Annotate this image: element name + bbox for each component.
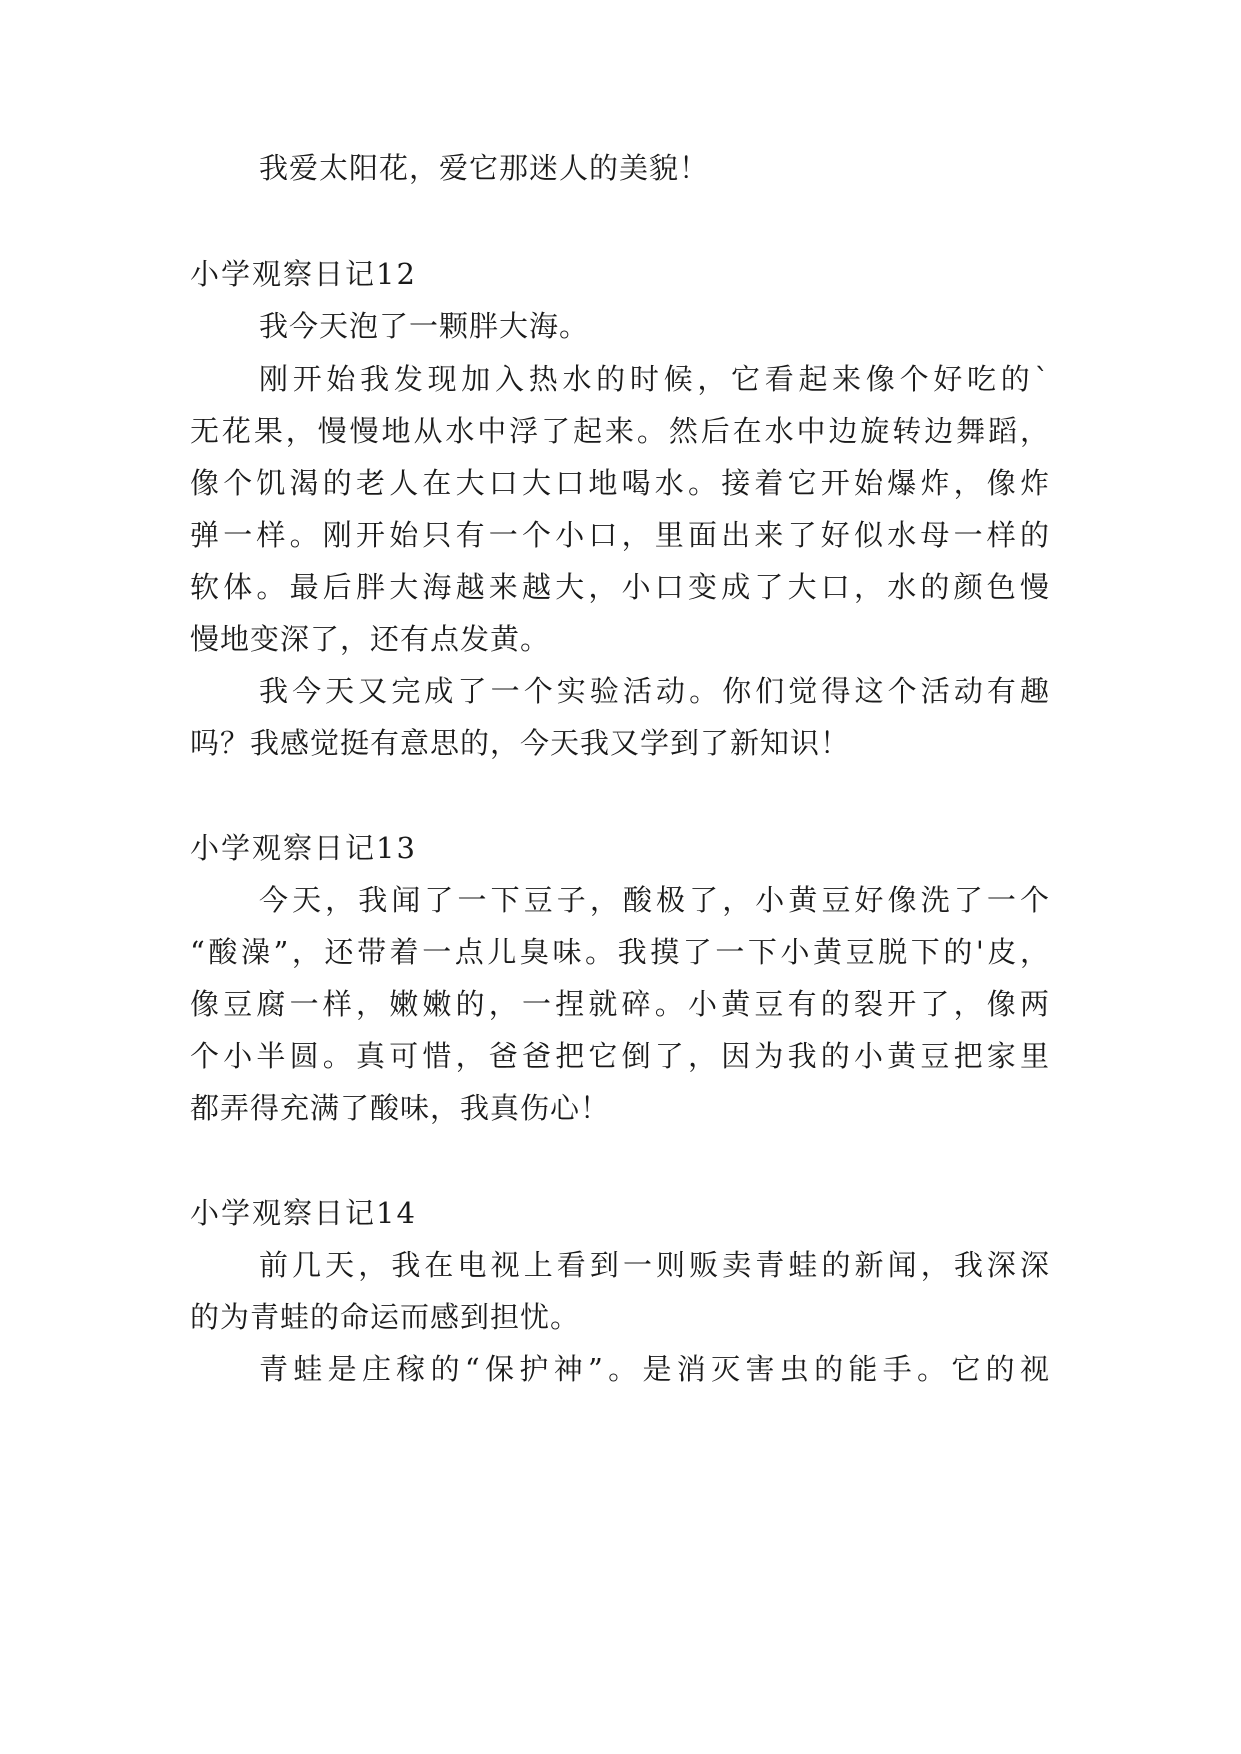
- paragraph-line: 慢地变深了，还有点发黄。: [190, 622, 551, 656]
- section-heading: 小学观察日记14: [190, 1196, 417, 1230]
- paragraph-line: 刚开始我发现加入热水的时候，它看起来像个好吃的`: [259, 362, 1050, 396]
- paragraph-line: 前几天，我在电视上看到一则贩卖青蛙的新闻，我深深: [259, 1248, 1050, 1282]
- paragraph-line: 软体。最后胖大海越来越大，小口变成了大口，水的颜色慢: [190, 570, 1050, 604]
- paragraph-line: 无花果，慢慢地从水中浮了起来。然后在水中边旋转边舞蹈，: [190, 414, 1050, 448]
- paragraph-line: 我今天又完成了一个实验活动。你们觉得这个活动有趣: [259, 674, 1050, 708]
- paragraph-line: 我今天泡了一颗胖大海。: [259, 309, 590, 343]
- paragraph-line: 的为青蛙的命运而感到担忧。: [190, 1300, 581, 1334]
- paragraph-line: 都弄得充满了酸味，我真伤心！: [190, 1091, 611, 1125]
- paragraph-line: 弹一样。刚开始只有一个小口，里面出来了好似水母一样的: [190, 518, 1050, 552]
- paragraph-line: 吗？我感觉挺有意思的，今天我又学到了新知识！: [190, 726, 851, 760]
- paragraph-line: 像个饥渴的老人在大口大口地喝水。接着它开始爆炸，像炸: [190, 466, 1050, 500]
- paragraph-line: 我爱太阳花，爱它那迷人的美貌！: [259, 151, 710, 185]
- paragraph-line: “酸澡”，还带着一点儿臭味。我摸了一下小黄豆脱下的'皮，: [190, 935, 1050, 969]
- section-heading: 小学观察日记12: [190, 257, 417, 291]
- section-heading: 小学观察日记13: [190, 831, 417, 865]
- paragraph-line: 青蛙是庄稼的“保护神”。是消灭害虫的能手。它的视: [259, 1352, 1050, 1386]
- paragraph-line: 像豆腐一样，嫩嫩的，一捏就碎。小黄豆有的裂开了，像两: [190, 987, 1050, 1021]
- paragraph-line: 个小半圆。真可惜，爸爸把它倒了，因为我的小黄豆把家里: [190, 1039, 1050, 1073]
- paragraph-line: 今天，我闻了一下豆子，酸极了，小黄豆好像洗了一个: [259, 883, 1050, 917]
